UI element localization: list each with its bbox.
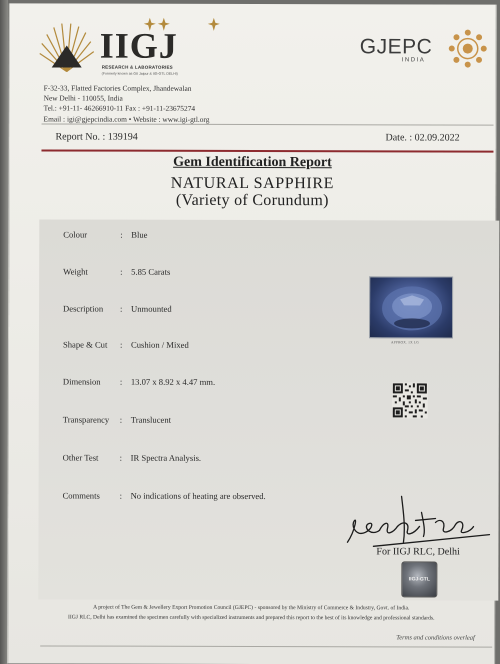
field-label: Colour — [63, 229, 88, 240]
field-label: Shape & Cut — [62, 339, 108, 350]
document-title: Gem Identification Report — [173, 154, 332, 171]
field-value: Cushion / Mixed — [130, 339, 189, 350]
footer-disclaimer: IIGJ RLC, Delhi has examined the specimen carefully with specialized instruments and prepared this report to the best of its knowledge and professional standards. — [68, 614, 435, 622]
field-separator: : — [120, 229, 123, 240]
field-value: 13.07 x 8.92 x 4.47 mm. — [130, 376, 216, 387]
field-value: Translucent — [130, 414, 172, 425]
field-label: Transparency — [62, 414, 110, 425]
contact-line: Email : igi@gjepcindia.com • Website : www.igi-gtl.org — [43, 114, 210, 124]
field-separator: : — [120, 266, 123, 277]
phone-line: Tel.: +91-11- 46266910-11 Fax : +91-11-23675274 — [43, 103, 196, 114]
field-label: Other Test — [62, 452, 99, 463]
field-label: Description — [63, 303, 104, 314]
divider — [40, 645, 492, 647]
hologram-label: IIGJ-GTL — [408, 576, 430, 583]
photo-caption: APPROX. 1X LG — [390, 340, 419, 345]
report-number: Report No. : 139194 — [55, 131, 138, 143]
details-panel — [38, 219, 499, 600]
certificate-page — [7, 3, 497, 664]
iigj-logo — [38, 17, 238, 80]
terms-note: Terms and conditions overleaf — [396, 634, 475, 642]
report-date: Date. : 02.09.2022 — [385, 132, 460, 144]
field-value: IR Spectra Analysis. — [130, 452, 202, 463]
stone-variety: (Variety of Corundum) — [175, 191, 329, 210]
field-separator: : — [119, 339, 123, 350]
lab-address — [44, 83, 210, 124]
field-value: No indications of heating are observed. — [130, 490, 266, 502]
field-value: Unmounted — [131, 303, 172, 314]
field-separator: : — [119, 452, 123, 463]
field-value: Blue — [131, 229, 148, 240]
signature-icon — [343, 492, 493, 552]
security-hologram — [401, 561, 437, 597]
field-label: Dimension — [62, 376, 101, 387]
divider — [42, 123, 494, 125]
sunburst-icon — [38, 23, 96, 73]
iigj-subtitle: RESEARCH & LABORATORIES — [101, 64, 173, 70]
stone-name: NATURAL SAPPHIRE — [170, 174, 335, 193]
gjepc-emblem-icon — [448, 29, 488, 69]
address-line: New Delhi - 110055, India — [43, 93, 123, 103]
address-line: F-32-33, Flatted Factories Complex, Jhandewalan — [43, 83, 192, 93]
gem-photo — [369, 276, 453, 338]
footer-sponsor-note: A project of The Gem & Jewellery Export Promotion Council (GJEPC) - sponsored by the Ministry of Commerce & Industry, Govt. of India. — [93, 604, 410, 612]
gjepc-logo — [360, 24, 490, 74]
iigj-tagline: (Formerly known as GII Jaipur & IIG-GTL DELHI) — [101, 71, 178, 76]
gjepc-wordmark: GJEPC — [359, 35, 433, 59]
field-separator: : — [119, 414, 123, 425]
field-separator: : — [120, 303, 123, 314]
accent-divider — [41, 149, 493, 152]
iigj-wordmark: IIGJ — [99, 25, 178, 66]
qr-code-icon — [392, 382, 428, 418]
field-label: Weight — [63, 266, 88, 277]
gjepc-country: INDIA — [401, 57, 426, 64]
field-separator: : — [119, 490, 122, 501]
field-label: Comments — [62, 490, 100, 501]
signatory-label: For IIGJ RLC, Delhi — [376, 546, 460, 558]
sapphire-image — [370, 277, 454, 339]
field-value: 5.85 Carats — [131, 266, 171, 277]
field-separator: : — [119, 376, 123, 387]
